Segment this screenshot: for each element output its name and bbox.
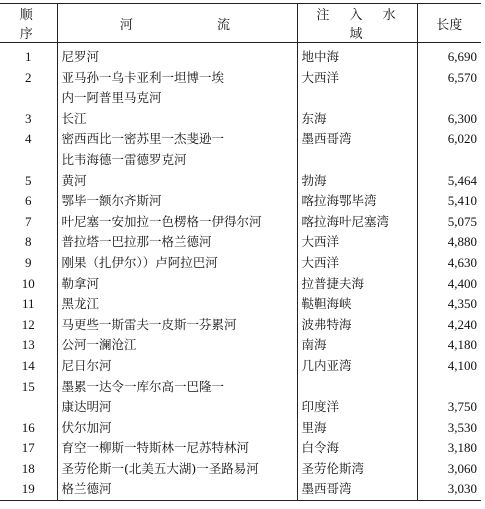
outflow-cell xyxy=(297,459,417,480)
river-name-cell xyxy=(57,129,297,170)
outflow-line: 东海 xyxy=(301,110,327,126)
river-name-line: 马更些一斯雷夫一皮斯一芬累河 xyxy=(61,316,237,332)
row-index: 15 xyxy=(21,378,35,394)
river-name-cell xyxy=(57,459,297,480)
outflow-cell xyxy=(297,109,417,130)
river-name-line: 内一阿普里马克河 xyxy=(61,90,162,106)
outflow-line: 南海 xyxy=(301,337,327,353)
river-name-cell xyxy=(57,418,297,439)
length-cell: 4,240 xyxy=(417,315,481,336)
row-index: 6 xyxy=(25,193,32,209)
river-name-cell xyxy=(57,377,297,418)
river-name-line: 普拉塔一巴拉那一格兰德河 xyxy=(61,234,212,250)
river-name-line: 圣劳伦斯一(北美五大湖)一圣路易河 xyxy=(61,460,259,476)
outflow-cell xyxy=(297,212,417,233)
outflow-cell xyxy=(297,253,417,274)
river-name-cell xyxy=(57,294,297,315)
outflow-line xyxy=(302,88,417,109)
length-cell: 4,180 xyxy=(417,335,481,356)
length-cell: 4,630 xyxy=(417,253,481,274)
outflow-line: 白令海 xyxy=(301,440,340,456)
river-name-cell xyxy=(57,253,297,274)
table-row xyxy=(0,43,481,68)
length-cell: 3,030 xyxy=(417,479,481,500)
row-index: 2 xyxy=(25,69,32,85)
length-cell: 3,530 xyxy=(417,418,481,439)
outflow-cell xyxy=(297,171,417,192)
table-row xyxy=(0,356,481,377)
river-name-line: 刚果（扎伊尔））卢阿拉巴河 xyxy=(61,254,218,270)
outflow-line: 鞑靼海峡 xyxy=(301,296,352,312)
length-cell: 3,750 xyxy=(417,377,481,418)
row-index: 3 xyxy=(25,110,32,126)
outflow-line: 拉普捷夫海 xyxy=(301,275,365,291)
table-header xyxy=(0,4,481,43)
table-row xyxy=(0,459,481,480)
table-row xyxy=(0,109,481,130)
header-water: 注 入 水 域 xyxy=(297,4,417,43)
row-index: 8 xyxy=(25,234,32,250)
table-row xyxy=(0,129,481,170)
length-cell: 6,570 xyxy=(417,68,481,109)
header-index: 顺 序 xyxy=(0,4,57,43)
river-name-line: 亚马孙一乌卡亚利一坦博一埃 xyxy=(61,69,225,85)
length-cell: 4,880 xyxy=(417,232,481,253)
row-index: 16 xyxy=(21,419,35,435)
river-name-line: 长江 xyxy=(61,110,87,126)
river-name-line: 墨累一达令一库尔高一巴隆一 xyxy=(61,378,225,394)
river-name-line: 勒拿河 xyxy=(61,275,100,291)
length-cell: 5,410 xyxy=(417,191,481,212)
river-name-line: 尼罗河 xyxy=(61,49,100,64)
outflow-cell xyxy=(297,479,417,500)
row-index: 11 xyxy=(21,296,35,312)
outflow-line: 几内亚湾 xyxy=(301,357,352,373)
river-name-cell xyxy=(57,68,297,109)
outflow-cell xyxy=(297,232,417,253)
river-name-line: 黄河 xyxy=(61,172,87,188)
river-name-cell xyxy=(57,109,297,130)
header-river: 河 流 xyxy=(57,4,297,43)
river-name-line: 比韦海德一雷德罗克河 xyxy=(61,151,187,167)
row-index: 4 xyxy=(25,131,32,147)
row-index: 19 xyxy=(0,479,57,500)
river-name-cell xyxy=(57,191,297,212)
length-cell: 4,100 xyxy=(417,356,481,377)
table-row xyxy=(0,438,481,459)
river-name-line: 叶尼塞一安加拉一色楞格一伊得尔河 xyxy=(61,213,262,229)
river-name-cell xyxy=(57,171,297,192)
table-row xyxy=(0,294,481,315)
outflow-cell xyxy=(297,68,417,109)
outflow-line: 大西洋 xyxy=(301,254,340,270)
outflow-cell xyxy=(297,315,417,336)
outflow-cell xyxy=(297,418,417,439)
row-index: 18 xyxy=(21,460,35,476)
outflow-line: 大西洋 xyxy=(301,69,340,85)
outflow-cell xyxy=(297,356,417,377)
outflow-line: 喀拉海鄂毕湾 xyxy=(301,193,377,209)
river-name-line: 密西西比一密苏里一杰斐逊一 xyxy=(61,131,225,147)
row-index: 14 xyxy=(21,357,35,373)
table-row xyxy=(0,418,481,439)
outflow-line: 勃海 xyxy=(301,172,327,188)
longest-rivers-table xyxy=(0,3,481,501)
outflow-line: 波弗特海 xyxy=(301,316,352,332)
table-row xyxy=(0,479,481,500)
table-row xyxy=(0,191,481,212)
river-name-cell xyxy=(57,274,297,295)
outflow-cell xyxy=(297,191,417,212)
river-name-cell xyxy=(57,356,297,377)
river-name-cell xyxy=(57,315,297,336)
outflow-line: 里海 xyxy=(301,419,327,435)
header-row xyxy=(0,4,481,43)
length-cell: 5,075 xyxy=(417,212,481,233)
outflow-cell xyxy=(297,438,417,459)
table-row xyxy=(0,274,481,295)
length-cell: 3,060 xyxy=(417,459,481,480)
river-name-cell xyxy=(57,212,297,233)
table-row xyxy=(0,377,481,418)
row-index: 13 xyxy=(21,337,35,353)
outflow-line xyxy=(302,377,417,398)
outflow-cell xyxy=(297,377,417,418)
table-row xyxy=(0,212,481,233)
outflow-line: 地中海 xyxy=(301,49,340,64)
river-name-line: 康达明河 xyxy=(61,399,112,415)
river-name-line: 尼日尔河 xyxy=(61,357,112,373)
river-name-line: 鄂毕一额尔齐斯河 xyxy=(61,193,162,209)
table-row xyxy=(0,335,481,356)
outflow-line: 墨西哥湾 xyxy=(301,131,352,147)
table-row xyxy=(0,68,481,109)
outflow-line xyxy=(302,150,417,171)
row-index: 7 xyxy=(25,213,32,229)
table-row xyxy=(0,315,481,336)
length-cell: 6,020 xyxy=(417,129,481,170)
table-row xyxy=(0,253,481,274)
outflow-cell xyxy=(297,43,417,68)
river-name-line: 格兰德河 xyxy=(61,481,112,497)
river-name-line: 黑龙江 xyxy=(61,296,100,312)
table-row xyxy=(0,171,481,192)
outflow-cell xyxy=(297,274,417,295)
river-name-line: 伏尔加河 xyxy=(61,419,112,435)
river-name-line: 公河一澜沧江 xyxy=(61,337,137,353)
row-index: 9 xyxy=(25,254,32,270)
outflow-line: 大西洋 xyxy=(301,234,340,250)
header-length: 长度 xyxy=(417,4,481,43)
row-index: 10 xyxy=(21,275,35,291)
river-name-cell xyxy=(57,43,297,68)
row-index: 5 xyxy=(25,172,32,188)
outflow-cell xyxy=(297,335,417,356)
length-cell: 3,180 xyxy=(417,438,481,459)
outflow-line: 印度洋 xyxy=(301,399,340,415)
length-cell: 6,690 xyxy=(417,43,481,68)
row-index: 12 xyxy=(21,316,35,332)
outflow-line: 圣劳伦斯湾 xyxy=(301,460,365,476)
outflow-line: 墨西哥湾 xyxy=(301,481,352,497)
outflow-cell xyxy=(297,294,417,315)
table-row xyxy=(0,232,481,253)
river-name-cell xyxy=(57,479,297,500)
length-cell: 6,300 xyxy=(417,109,481,130)
table-body xyxy=(0,43,481,501)
length-cell: 4,350 xyxy=(417,294,481,315)
row-index: 17 xyxy=(21,440,35,456)
length-cell: 4,400 xyxy=(417,274,481,295)
length-cell: 5,464 xyxy=(417,171,481,192)
outflow-line: 喀拉海叶尼塞湾 xyxy=(301,213,390,229)
row-index: 1 xyxy=(25,49,32,64)
outflow-cell xyxy=(297,129,417,170)
river-name-cell xyxy=(57,335,297,356)
rivers-table-container xyxy=(0,3,481,501)
river-name-cell xyxy=(57,438,297,459)
river-name-cell xyxy=(57,232,297,253)
river-name-line: 育空一柳斯一特斯林一尼苏特林河 xyxy=(61,440,250,456)
